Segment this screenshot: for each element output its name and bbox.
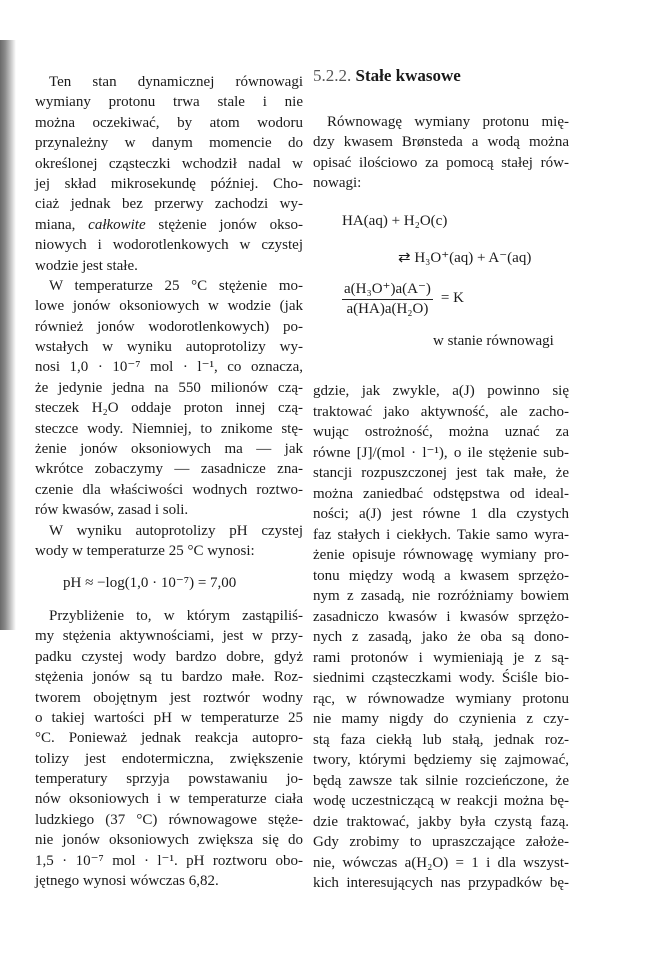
text-line: przynależny w danym momencie do <box>35 135 303 152</box>
text-line: wymiany protonu trwa stale i nie <box>35 94 303 111</box>
text-segment: stężenie jonów okso- <box>145 216 304 233</box>
text-line: zasadniczo kwasów i kwasów sprzężo- <box>313 608 569 625</box>
text-line: żenie opisuje równowagę wymiany pro- <box>313 547 569 563</box>
text-line: wstałych w wyniku autoprotolizy wy- <box>35 339 303 356</box>
text-line: stężenia jonów są tu bardzo małe. Roz- <box>35 669 303 686</box>
reaction-equation-right: ⇄ H₃O⁺(aq) + A⁻(aq) <box>398 250 532 266</box>
section-number: 5.2.2. <box>313 66 352 85</box>
text-line: siednimi cząsteczkami wody. Ściśle bio- <box>313 670 569 686</box>
text-line: ciaż jednak bez przerwy zachodzi wy- <box>35 196 303 213</box>
text-line: można zaniedbać odstępstwa od ideal- <box>313 485 569 502</box>
section-title: Stałe kwasowe <box>355 66 461 85</box>
fraction-rhs: = K <box>440 290 464 306</box>
text-line: rów kwasów, zasad i soli. <box>35 502 189 519</box>
section-heading <box>313 66 461 86</box>
text-line: tonu między wodą a kwasem sprzężo- <box>313 567 569 584</box>
text-line: równe [J]/(mol · l⁻¹), o ile stężenie sub- <box>313 444 569 461</box>
text-line: ności; a(J) jest równe 1 dla czystych <box>313 506 569 522</box>
text-line: że jedynie jedna na 550 milionów czą- <box>35 379 303 396</box>
text-line: stancji rozpuszczonej jest tak małe, że <box>313 465 569 481</box>
text-line: jej skład mikrosekundę później. Cho- <box>35 175 303 192</box>
text-line: jętnego wynosi wówczas 6,82. <box>35 873 219 890</box>
text-line: gdzie, jak zwykle, a(J) powinno się <box>313 383 569 399</box>
text-line: nych z zasadą, jako że oba są dono- <box>313 629 569 645</box>
text-line: Równowagę wymiany protonu mię- <box>327 114 569 130</box>
text-line: wodzie jest stałe. <box>35 257 138 274</box>
text-line: wodę uczestniczącą w reakcji można bę- <box>313 793 569 809</box>
text-line: ludzkiego (37 °C) równowagowe stęże- <box>35 811 303 828</box>
text-line: również jonów wodorotlenkowych) po- <box>35 318 303 335</box>
ph-equation: pH ≈ −log(1,0 · 10⁻⁷) = 7,00 <box>63 575 237 592</box>
text-line: nie, wówczas a(H₂O) = 1 i dla wszyst- <box>313 854 569 871</box>
text-line: W temperaturze 25 °C stężenie mo- <box>49 277 303 294</box>
text-line: można oczekiwać, by atom wodoru <box>35 114 303 131</box>
text-line: 1,5 · 10⁻⁷ mol · l⁻¹. pH roztworu obo- <box>35 852 303 869</box>
text-line: tworem obojętnym jest roztwór wodny <box>35 689 303 706</box>
reaction-equation-left: HA(aq) + H₂O(c) <box>342 213 448 229</box>
text-line: rąc, w równowadze wymiany protonu <box>313 690 569 707</box>
text-line: będą zawsze tak silnie rozcieńczone, że <box>313 772 569 789</box>
text-line: żenie jonów oksoniowych ma — jak <box>35 441 303 458</box>
text-line: nosi 1,0 · 10⁻⁷ mol · l⁻¹, co oznacza, <box>35 359 303 376</box>
left-column <box>35 72 303 891</box>
text-line: padku czystej wody bardzo dobre, gdyż <box>35 648 303 665</box>
text-line: W wyniku autoprotolizy pH czystej <box>49 522 303 539</box>
fraction-denominator: a(HA)a(H₂O) <box>346 301 429 317</box>
text-line: faz stałych i ciekłych. Takie samo wyra- <box>313 526 569 543</box>
text-line: kich interesujących nas przypadków bę- <box>313 875 569 891</box>
text-line: tolizy jest endotermiczna, zwiększenie <box>35 750 303 767</box>
text-line: wkrótce zobaczymy — zasadnicze zna- <box>35 461 303 478</box>
italic-text: całkowite <box>88 216 146 233</box>
text-line: rami protonów i wymieniają je z są- <box>313 649 569 666</box>
text-line: steczek H₂O oddaje proton innej czą- <box>35 400 303 417</box>
text-line: o takiej wartości pH w temperaturze 25 <box>35 709 303 726</box>
text-segment: miana, <box>35 216 89 233</box>
equilibrium-constant-formula <box>342 279 464 318</box>
text-line: traktować jako aktywność, ale zacho- <box>313 403 569 420</box>
text-line: opisać ilościowo za pomocą stałej rów- <box>313 154 569 171</box>
text-line: nym z zasadą, nie rozróżniamy bowiem <box>313 588 569 604</box>
text-line: stą faza ciekłą lub stałą, jednak roz- <box>313 731 569 748</box>
text-line: czenie dla właściwości wodnych roztwo- <box>35 481 303 498</box>
section-intro <box>313 112 569 194</box>
text-line: nie jonów oksoniowych zwiększa się do <box>35 832 303 849</box>
text-line: nów oksoniowych i w temperaturze ciała <box>35 791 303 808</box>
book-spine-shadow <box>0 40 16 630</box>
text-line: twory, którymi będziemy się zajmować, <box>313 752 569 768</box>
text-line: my stężenia aktywnościami, jest w przy- <box>35 628 303 645</box>
text-line: nie mamy nigdy do czynienia z czy- <box>313 711 569 727</box>
text-line: Gdy zrobimy to upraszczające założe- <box>313 834 569 850</box>
text-line <box>35 215 303 235</box>
text-line: dzy kwasem Brønsteda a wodą można <box>313 134 569 151</box>
text-line: lowe jonów oksoniowych w wodzie (jak <box>35 298 303 315</box>
text-line: temperatury sprzyja powstawaniu jo- <box>35 771 303 788</box>
text-line: Przybliżenie to, w którym zastąpiliś- <box>49 607 303 624</box>
text-line: dzie traktować, jakby była czystą fazą. <box>313 813 569 830</box>
text-line: określonej cząsteczki wchodził nadal w <box>35 155 303 172</box>
fraction-numerator: a(H₃O⁺)a(A⁻) <box>342 279 433 300</box>
text-line: niowych i wodorotlenkowych w czystej <box>35 237 303 254</box>
text-line: wody w temperaturze 25 °C wynosi: <box>35 542 255 559</box>
right-column-body <box>313 381 569 894</box>
text-line: °C. Ponieważ jednak reakcja autopro- <box>35 730 303 747</box>
text-line: nowagi: <box>313 175 362 192</box>
text-line: steczce wody. Niemniej, to znikome stę- <box>35 420 303 437</box>
text-line: Ten stan dynamicznej równowagi <box>49 74 303 90</box>
equilibrium-condition: w stanie równowagi <box>433 333 554 349</box>
text-line: wując ostrożność, można uznać za <box>313 424 569 440</box>
